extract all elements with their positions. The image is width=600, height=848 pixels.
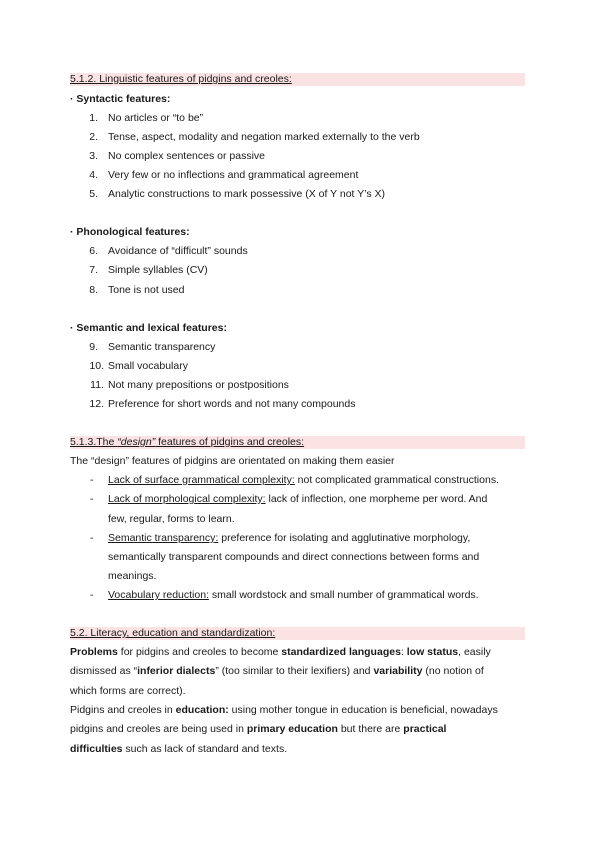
heading-5-1-3: 5.1.3.The “design” features of pidgins and creoles: (70, 436, 525, 449)
paragraph-education: Pidgins and creoles in education: using mother tongue in education is beneficial, nowadays pidgins and creoles are being used in primary education but there are practical difficulties such as lack of standard and texts. (70, 704, 498, 755)
phonological-features-label: · Phonological features: (70, 226, 190, 238)
paragraph-problems: Problems for pidgins and creoles to become standardized languages: low status, easily dismissed as “inferior dialects” (too similar to their lexifiers) and variability (no notion of which forms are correct). (70, 646, 491, 697)
syntactic-features-label: · Syntactic features: (70, 93, 171, 105)
document-page: 5.1.2. Linguistic features of pidgins and creoles: · Syntactic features: 1. No articles or “to be” 2. Tense, aspect, modality and negation marked externally to the verb 3. No complex sentences or passive 4. Very few or no inflections and grammatical agreement 5. Analytic constructions to mark possessive (X of Y not Y’s X) · Phonological features: 6. Avoidance of “difficult” sounds 7. Simple syllables (CV) 8. Tone is not used · Semantic and lexical features: 9. Semantic transparency 10. Small vocabulary 11. Not many prepositions or postpositions 12. Preference for short words and not many compounds 5.1.3.The “design” features of pidgins and creoles: The “design” features of pidgins are orientated on making them easier - Lack of surface grammatical complexity: not complicated grammatical constructions. - Lack of morphological complexity: lack of inflection, one morpheme per word. And few, regular, forms to learn. - Semantic transparency: preference for isolating and agglutinative morphology, semantically transparent compounds and direct connections between forms and meanings. - Vocabulary reduction: small wordstock and small number of grammatical words. 5.2. Literacy, education and standardization: Problems for pidgins and creoles to become standardized languages: low status, easily dismissed as “inferior dialects” (too similar to their lexifiers) and variability (no notion of which forms are correct). Pidgins and creoles in education: using mother tongue in education is beneficial, nowadays pidgins and creoles are being used in primary education but there are practical difficulties such as lack of standard and texts. (0, 0, 600, 848)
design-intro: The “design” features of pidgins are orientated on making them easier (70, 455, 395, 467)
heading-5-1-2: 5.1.2. Linguistic features of pidgins and creoles: (70, 73, 525, 86)
heading-5-2: 5.2. Literacy, education and standardization: (70, 627, 525, 640)
semantic-features-label: · Semantic and lexical features: (70, 322, 227, 334)
